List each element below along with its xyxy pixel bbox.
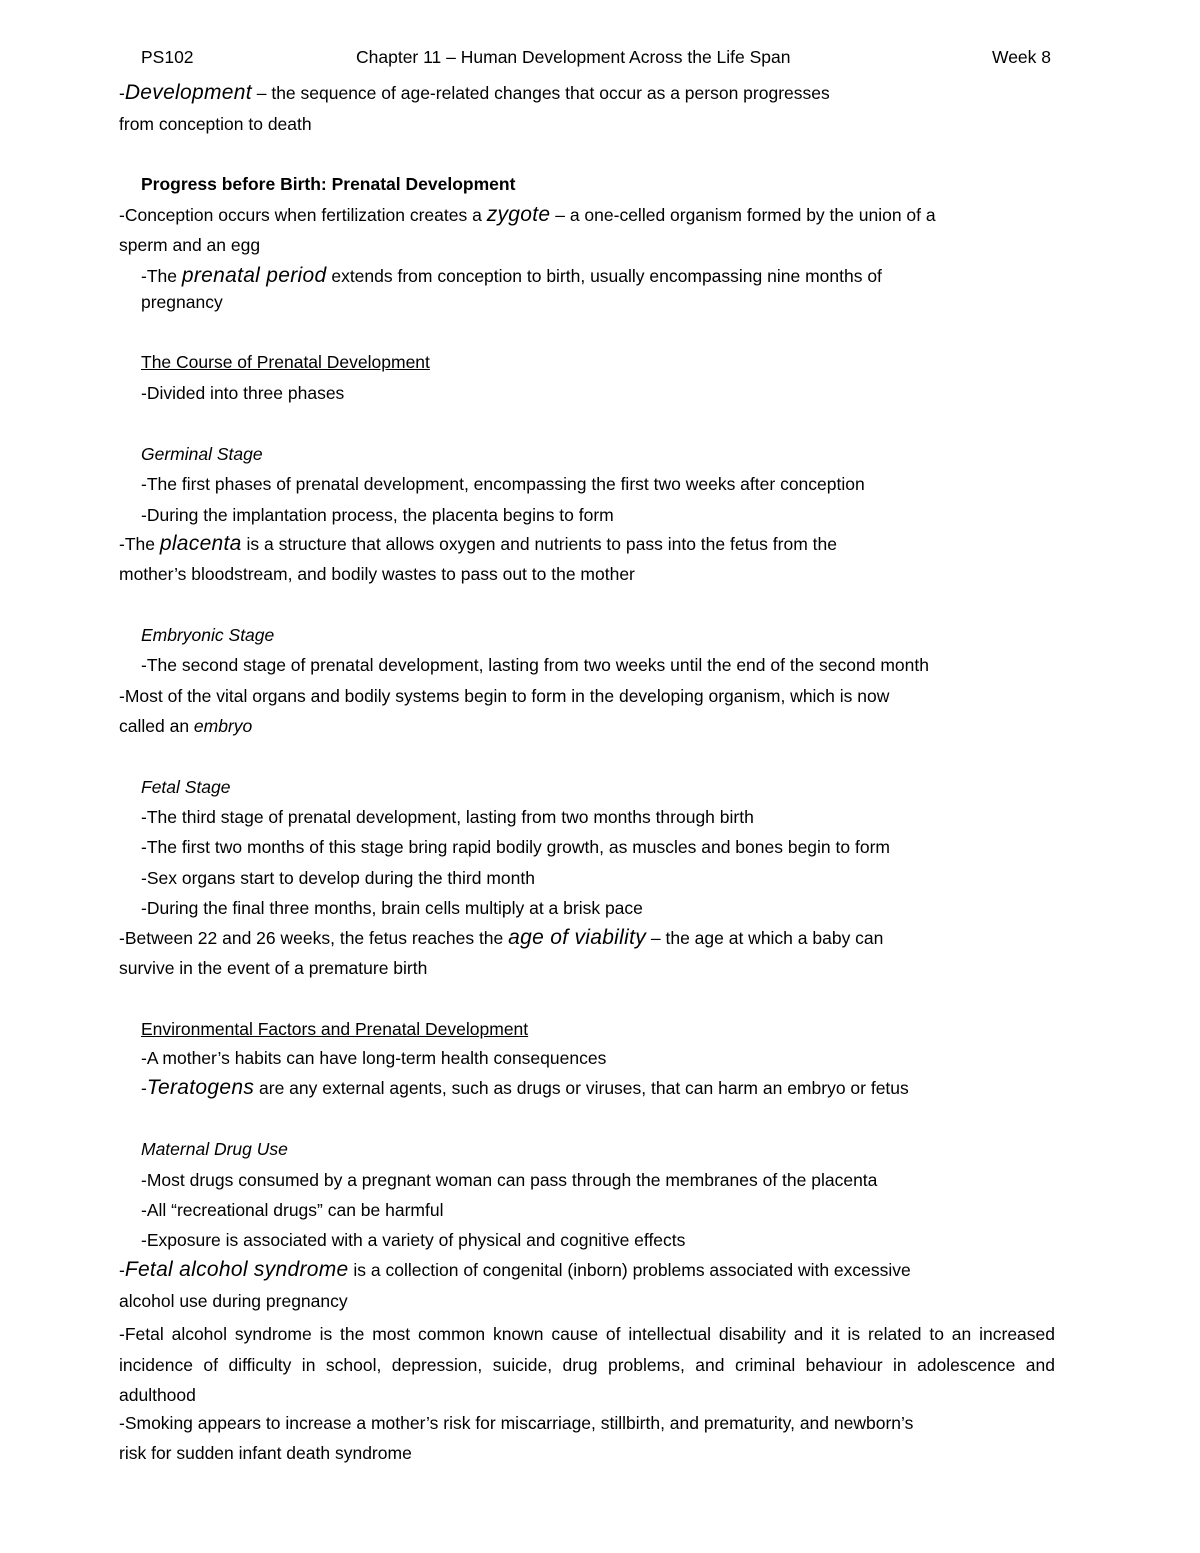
text-line: -During the final three months, brain cells multiply at a brisk pace (141, 898, 643, 918)
text-line (119, 714, 252, 738)
text-line: -Most drugs consumed by a pregnant woman can pass through the membranes of the placenta (141, 1170, 878, 1190)
stage-heading: Embryonic Stage (141, 625, 275, 645)
subsection-heading: The Course of Prenatal Development (141, 352, 430, 372)
section-heading: Progress before Birth: Prenatal Development (141, 174, 516, 194)
definition-age-of-viability (119, 926, 883, 950)
text: -The (141, 266, 182, 286)
text-line: risk for sudden infant death syndrome (119, 1443, 412, 1463)
text-line: pregnancy (141, 292, 223, 312)
header-chapter-title: Chapter 11 – Human Development Across the Life Span (356, 47, 791, 67)
text: - (119, 1260, 125, 1280)
text: - (119, 83, 125, 103)
text-line: -Exposure is associated with a variety of physical and cognitive effects (141, 1230, 686, 1250)
text-line: -A mother’s habits can have long-term health consequences (141, 1048, 607, 1068)
definition-teratogens (141, 1076, 909, 1100)
stage-heading: Germinal Stage (141, 444, 263, 464)
text-line: -Most of the vital organs and bodily systems begin to form in the developing organism, which is now (119, 686, 890, 706)
text-line: -During the implantation process, the placenta begins to form (141, 505, 614, 525)
term-prenatal-period: prenatal period (181, 264, 327, 287)
text-line: -The third stage of prenatal development, lasting from two months through birth (141, 807, 754, 827)
text: -Conception occurs when fertilization creates a (119, 205, 487, 225)
text-line: mother’s bloodstream, and bodily wastes to pass out to the mother (119, 564, 635, 584)
text: – the sequence of age-related changes that occur as a person progresses (251, 83, 830, 103)
text: are any external agents, such as drugs or viruses, that can harm an embryo or fetus (254, 1078, 909, 1098)
definition-zygote (119, 203, 936, 227)
text: is a collection of congenital (inborn) problems associated with excessive (348, 1260, 911, 1280)
text-line: -The first two months of this stage bring rapid bodily growth, as muscles and bones begin to form (141, 837, 890, 857)
paragraph-fas-consequences: -Fetal alcohol syndrome is the most common known cause of intellectual disability and it is related to an increased incidence of difficulty in school, depression, suicide, drug problems, and criminal behaviour in adolescence and adulthood (119, 1324, 1055, 1405)
text-line: sperm and an egg (119, 235, 261, 255)
text: called an (119, 716, 194, 736)
term-placenta: placenta (159, 532, 242, 555)
text: - (141, 1078, 147, 1098)
text-line: -All “recreational drugs” can be harmful (141, 1200, 444, 1220)
text-line: -Sex organs start to develop during the third month (141, 868, 535, 888)
definition-development (119, 81, 830, 105)
text-line: -Smoking appears to increase a mother’s risk for miscarriage, stillbirth, and prematurity, and newborn’s (119, 1413, 914, 1433)
term-development: Development (124, 81, 252, 104)
definition-prenatal-period (141, 264, 882, 288)
header-course: PS102 (141, 47, 194, 67)
term-zygote: zygote (486, 203, 551, 226)
term-age-of-viability: age of viability (508, 926, 647, 949)
term-fetal-alcohol-syndrome: Fetal alcohol syndrome (124, 1258, 349, 1281)
subsection-heading: Environmental Factors and Prenatal Development (141, 1019, 529, 1039)
text-line: alcohol use during pregnancy (119, 1291, 348, 1311)
term-teratogens: Teratogens (146, 1076, 255, 1099)
text: – a one-celled organism formed by the union of a (550, 205, 936, 225)
text: is a structure that allows oxygen and nutrients to pass into the fetus from the (241, 534, 837, 554)
definition-fetal-alcohol-syndrome (119, 1258, 911, 1282)
text-line: -The first phases of prenatal development, encompassing the first two weeks after conception (141, 474, 865, 494)
stage-heading: Maternal Drug Use (141, 1139, 288, 1159)
text-line: survive in the event of a premature birth (119, 958, 428, 978)
text: – the age at which a baby can (646, 928, 884, 948)
text-line: from conception to death (119, 114, 312, 134)
text: extends from conception to birth, usually encompassing nine months of (326, 266, 882, 286)
text: -Between 22 and 26 weeks, the fetus reaches the (119, 928, 509, 948)
text: -The (119, 534, 160, 554)
header-week: Week 8 (992, 47, 1052, 67)
stage-heading: Fetal Stage (141, 777, 231, 797)
definition-placenta (119, 532, 837, 556)
term-embryo: embryo (193, 716, 253, 736)
text-line: -Divided into three phases (141, 383, 345, 403)
text-line: -The second stage of prenatal development, lasting from two weeks until the end of the second month (141, 655, 929, 675)
